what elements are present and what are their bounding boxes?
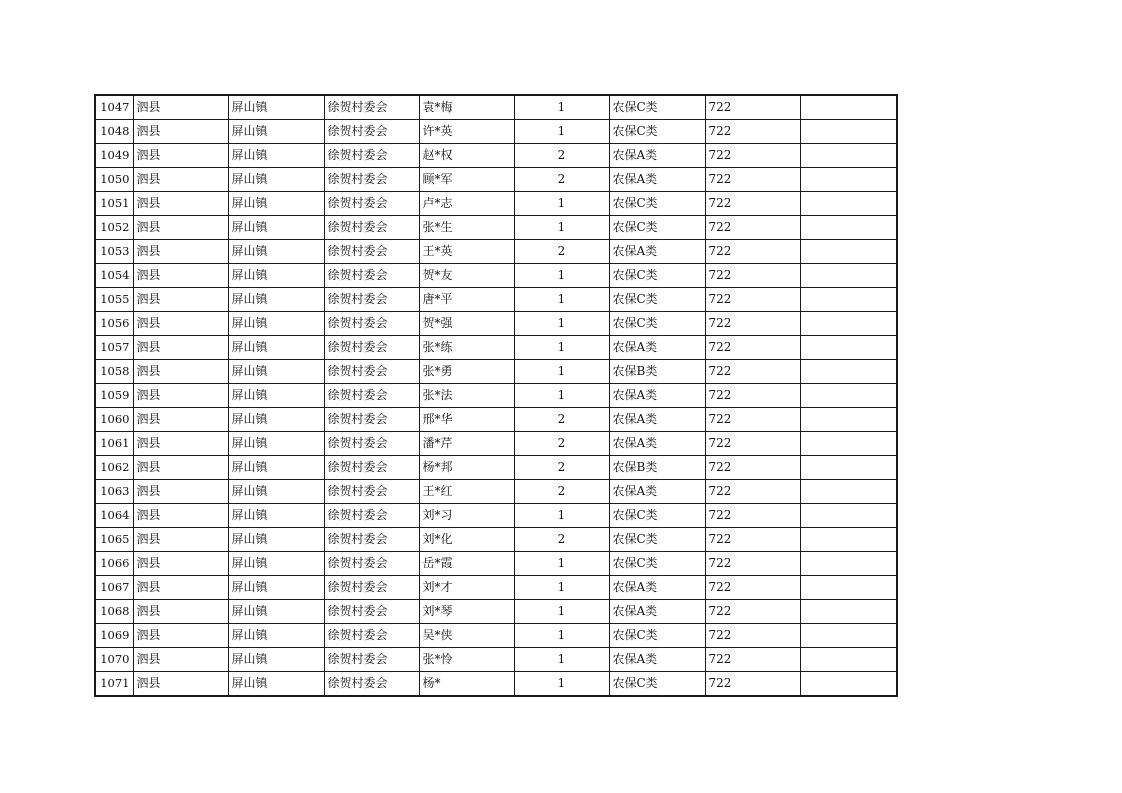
village-committee-cell: 徐贺村委会 <box>324 672 419 697</box>
insurance-type-cell: 农保C类 <box>609 672 705 697</box>
person-name-cell: 许*英 <box>419 120 514 144</box>
household-count-cell: 1 <box>514 288 609 312</box>
table-row <box>95 360 897 384</box>
town-cell: 屏山镇 <box>228 456 324 480</box>
remark-cell <box>800 384 897 408</box>
remark-cell <box>800 576 897 600</box>
serial-number-cell: 1052 <box>95 216 133 240</box>
remark-cell <box>800 672 897 697</box>
amount-cell: 722 <box>705 456 800 480</box>
table-row <box>95 432 897 456</box>
county-cell: 泗县 <box>133 192 228 216</box>
village-committee-cell: 徐贺村委会 <box>324 480 419 504</box>
remark-cell <box>800 552 897 576</box>
town-cell: 屏山镇 <box>228 168 324 192</box>
county-cell: 泗县 <box>133 384 228 408</box>
amount-cell: 722 <box>705 360 800 384</box>
amount-cell: 722 <box>705 528 800 552</box>
roster-table-body <box>95 95 897 696</box>
household-count-cell: 1 <box>514 672 609 697</box>
county-cell: 泗县 <box>133 360 228 384</box>
insurance-type-cell: 农保C类 <box>609 288 705 312</box>
table-row <box>95 672 897 697</box>
town-cell: 屏山镇 <box>228 336 324 360</box>
serial-number-cell: 1070 <box>95 648 133 672</box>
amount-cell: 722 <box>705 480 800 504</box>
amount-cell: 722 <box>705 120 800 144</box>
insurance-type-cell: 农保A类 <box>609 168 705 192</box>
table-row <box>95 504 897 528</box>
insurance-type-cell: 农保A类 <box>609 408 705 432</box>
county-cell: 泗县 <box>133 672 228 697</box>
town-cell: 屏山镇 <box>228 408 324 432</box>
county-cell: 泗县 <box>133 432 228 456</box>
serial-number-cell: 1055 <box>95 288 133 312</box>
household-count-cell: 1 <box>514 216 609 240</box>
village-committee-cell: 徐贺村委会 <box>324 168 419 192</box>
county-cell: 泗县 <box>133 336 228 360</box>
serial-number-cell: 1068 <box>95 600 133 624</box>
household-count-cell: 1 <box>514 648 609 672</box>
town-cell: 屏山镇 <box>228 648 324 672</box>
serial-number-cell: 1047 <box>95 95 133 120</box>
county-cell: 泗县 <box>133 648 228 672</box>
county-cell: 泗县 <box>133 168 228 192</box>
village-committee-cell: 徐贺村委会 <box>324 576 419 600</box>
town-cell: 屏山镇 <box>228 95 324 120</box>
village-committee-cell: 徐贺村委会 <box>324 144 419 168</box>
insurance-type-cell: 农保C类 <box>609 216 705 240</box>
serial-number-cell: 1048 <box>95 120 133 144</box>
serial-number-cell: 1051 <box>95 192 133 216</box>
person-name-cell: 贺*友 <box>419 264 514 288</box>
insurance-type-cell: 农保A类 <box>609 432 705 456</box>
table-row <box>95 95 897 120</box>
serial-number-cell: 1069 <box>95 624 133 648</box>
county-cell: 泗县 <box>133 95 228 120</box>
village-committee-cell: 徐贺村委会 <box>324 648 419 672</box>
county-cell: 泗县 <box>133 624 228 648</box>
insurance-type-cell: 农保C类 <box>609 120 705 144</box>
serial-number-cell: 1062 <box>95 456 133 480</box>
town-cell: 屏山镇 <box>228 192 324 216</box>
village-committee-cell: 徐贺村委会 <box>324 336 419 360</box>
village-committee-cell: 徐贺村委会 <box>324 264 419 288</box>
village-committee-cell: 徐贺村委会 <box>324 288 419 312</box>
household-count-cell: 1 <box>514 600 609 624</box>
remark-cell <box>800 95 897 120</box>
insurance-type-cell: 农保A类 <box>609 576 705 600</box>
town-cell: 屏山镇 <box>228 288 324 312</box>
remark-cell <box>800 168 897 192</box>
remark-cell <box>800 528 897 552</box>
household-count-cell: 2 <box>514 168 609 192</box>
amount-cell: 722 <box>705 288 800 312</box>
remark-cell <box>800 600 897 624</box>
table-row <box>95 216 897 240</box>
amount-cell: 722 <box>705 216 800 240</box>
town-cell: 屏山镇 <box>228 312 324 336</box>
table-row <box>95 480 897 504</box>
serial-number-cell: 1058 <box>95 360 133 384</box>
remark-cell <box>800 504 897 528</box>
remark-cell <box>800 312 897 336</box>
person-name-cell: 王*英 <box>419 240 514 264</box>
county-cell: 泗县 <box>133 600 228 624</box>
household-count-cell: 1 <box>514 336 609 360</box>
person-name-cell: 张*怜 <box>419 648 514 672</box>
village-committee-cell: 徐贺村委会 <box>324 552 419 576</box>
table-row <box>95 648 897 672</box>
amount-cell: 722 <box>705 408 800 432</box>
village-committee-cell: 徐贺村委会 <box>324 240 419 264</box>
person-name-cell: 袁*梅 <box>419 95 514 120</box>
remark-cell <box>800 480 897 504</box>
household-count-cell: 2 <box>514 480 609 504</box>
household-count-cell: 1 <box>514 264 609 288</box>
amount-cell: 722 <box>705 600 800 624</box>
town-cell: 屏山镇 <box>228 624 324 648</box>
remark-cell <box>800 240 897 264</box>
insurance-type-cell: 农保B类 <box>609 360 705 384</box>
remark-cell <box>800 192 897 216</box>
table-row <box>95 144 897 168</box>
village-committee-cell: 徐贺村委会 <box>324 312 419 336</box>
county-cell: 泗县 <box>133 408 228 432</box>
remark-cell <box>800 360 897 384</box>
insurance-type-cell: 农保A类 <box>609 144 705 168</box>
insurance-type-cell: 农保C类 <box>609 312 705 336</box>
table-row <box>95 264 897 288</box>
serial-number-cell: 1067 <box>95 576 133 600</box>
person-name-cell: 赵*权 <box>419 144 514 168</box>
village-committee-cell: 徐贺村委会 <box>324 216 419 240</box>
remark-cell <box>800 336 897 360</box>
amount-cell: 722 <box>705 312 800 336</box>
amount-cell: 722 <box>705 624 800 648</box>
amount-cell: 722 <box>705 672 800 697</box>
serial-number-cell: 1057 <box>95 336 133 360</box>
village-committee-cell: 徐贺村委会 <box>324 432 419 456</box>
county-cell: 泗县 <box>133 456 228 480</box>
household-count-cell: 1 <box>514 384 609 408</box>
table-row <box>95 288 897 312</box>
household-count-cell: 2 <box>514 528 609 552</box>
village-committee-cell: 徐贺村委会 <box>324 504 419 528</box>
insurance-type-cell: 农保A类 <box>609 336 705 360</box>
person-name-cell: 张*练 <box>419 336 514 360</box>
town-cell: 屏山镇 <box>228 672 324 697</box>
person-name-cell: 潘*芹 <box>419 432 514 456</box>
serial-number-cell: 1049 <box>95 144 133 168</box>
table-row <box>95 600 897 624</box>
serial-number-cell: 1061 <box>95 432 133 456</box>
table-row <box>95 552 897 576</box>
amount-cell: 722 <box>705 264 800 288</box>
amount-cell: 722 <box>705 168 800 192</box>
remark-cell <box>800 144 897 168</box>
insurance-type-cell: 农保C类 <box>609 624 705 648</box>
town-cell: 屏山镇 <box>228 240 324 264</box>
household-count-cell: 1 <box>514 552 609 576</box>
serial-number-cell: 1071 <box>95 672 133 697</box>
town-cell: 屏山镇 <box>228 528 324 552</box>
amount-cell: 722 <box>705 648 800 672</box>
person-name-cell: 张*生 <box>419 216 514 240</box>
household-count-cell: 2 <box>514 408 609 432</box>
amount-cell: 722 <box>705 336 800 360</box>
insurance-type-cell: 农保C类 <box>609 264 705 288</box>
table-row <box>95 576 897 600</box>
remark-cell <box>800 216 897 240</box>
village-committee-cell: 徐贺村委会 <box>324 384 419 408</box>
person-name-cell: 吴*侠 <box>419 624 514 648</box>
person-name-cell: 刘*习 <box>419 504 514 528</box>
person-name-cell: 唐*平 <box>419 288 514 312</box>
person-name-cell: 张*勇 <box>419 360 514 384</box>
person-name-cell: 岳*霞 <box>419 552 514 576</box>
town-cell: 屏山镇 <box>228 480 324 504</box>
county-cell: 泗县 <box>133 240 228 264</box>
table-row <box>95 528 897 552</box>
amount-cell: 722 <box>705 552 800 576</box>
village-committee-cell: 徐贺村委会 <box>324 408 419 432</box>
county-cell: 泗县 <box>133 552 228 576</box>
person-name-cell: 刘*才 <box>419 576 514 600</box>
person-name-cell: 贺*强 <box>419 312 514 336</box>
person-name-cell: 刘*化 <box>419 528 514 552</box>
remark-cell <box>800 648 897 672</box>
insurance-type-cell: 农保C类 <box>609 192 705 216</box>
household-count-cell: 1 <box>514 576 609 600</box>
village-committee-cell: 徐贺村委会 <box>324 192 419 216</box>
remark-cell <box>800 288 897 312</box>
household-count-cell: 1 <box>514 312 609 336</box>
serial-number-cell: 1060 <box>95 408 133 432</box>
insurance-type-cell: 农保C类 <box>609 504 705 528</box>
table-row <box>95 408 897 432</box>
insurance-type-cell: 农保A类 <box>609 384 705 408</box>
town-cell: 屏山镇 <box>228 144 324 168</box>
remark-cell <box>800 624 897 648</box>
insurance-type-cell: 农保A类 <box>609 648 705 672</box>
town-cell: 屏山镇 <box>228 576 324 600</box>
serial-number-cell: 1054 <box>95 264 133 288</box>
table-row <box>95 240 897 264</box>
county-cell: 泗县 <box>133 504 228 528</box>
table-row <box>95 624 897 648</box>
table-row <box>95 336 897 360</box>
serial-number-cell: 1059 <box>95 384 133 408</box>
county-cell: 泗县 <box>133 576 228 600</box>
person-name-cell: 杨*邦 <box>419 456 514 480</box>
county-cell: 泗县 <box>133 120 228 144</box>
remark-cell <box>800 432 897 456</box>
county-cell: 泗县 <box>133 288 228 312</box>
serial-number-cell: 1050 <box>95 168 133 192</box>
town-cell: 屏山镇 <box>228 504 324 528</box>
village-committee-cell: 徐贺村委会 <box>324 120 419 144</box>
amount-cell: 722 <box>705 576 800 600</box>
table-row <box>95 192 897 216</box>
household-count-cell: 2 <box>514 456 609 480</box>
household-count-cell: 1 <box>514 120 609 144</box>
serial-number-cell: 1065 <box>95 528 133 552</box>
town-cell: 屏山镇 <box>228 552 324 576</box>
roster-table <box>94 94 898 697</box>
insurance-type-cell: 农保A类 <box>609 480 705 504</box>
county-cell: 泗县 <box>133 264 228 288</box>
household-count-cell: 1 <box>514 95 609 120</box>
town-cell: 屏山镇 <box>228 264 324 288</box>
serial-number-cell: 1063 <box>95 480 133 504</box>
amount-cell: 722 <box>705 504 800 528</box>
amount-cell: 722 <box>705 240 800 264</box>
county-cell: 泗县 <box>133 528 228 552</box>
person-name-cell: 卢*志 <box>419 192 514 216</box>
village-committee-cell: 徐贺村委会 <box>324 360 419 384</box>
person-name-cell: 顾*军 <box>419 168 514 192</box>
household-count-cell: 2 <box>514 432 609 456</box>
insurance-type-cell: 农保C类 <box>609 95 705 120</box>
town-cell: 屏山镇 <box>228 360 324 384</box>
remark-cell <box>800 264 897 288</box>
household-count-cell: 2 <box>514 144 609 168</box>
insurance-type-cell: 农保A类 <box>609 600 705 624</box>
household-count-cell: 1 <box>514 624 609 648</box>
table-row <box>95 456 897 480</box>
insurance-type-cell: 农保C类 <box>609 528 705 552</box>
household-count-cell: 1 <box>514 504 609 528</box>
village-committee-cell: 徐贺村委会 <box>324 624 419 648</box>
household-count-cell: 2 <box>514 240 609 264</box>
town-cell: 屏山镇 <box>228 120 324 144</box>
amount-cell: 722 <box>705 432 800 456</box>
insurance-type-cell: 农保B类 <box>609 456 705 480</box>
person-name-cell: 王*红 <box>419 480 514 504</box>
table-row <box>95 384 897 408</box>
county-cell: 泗县 <box>133 144 228 168</box>
town-cell: 屏山镇 <box>228 216 324 240</box>
table-row <box>95 120 897 144</box>
county-cell: 泗县 <box>133 312 228 336</box>
insurance-type-cell: 农保C类 <box>609 552 705 576</box>
village-committee-cell: 徐贺村委会 <box>324 456 419 480</box>
serial-number-cell: 1056 <box>95 312 133 336</box>
table-row <box>95 168 897 192</box>
amount-cell: 722 <box>705 384 800 408</box>
household-count-cell: 1 <box>514 192 609 216</box>
remark-cell <box>800 120 897 144</box>
remark-cell <box>800 408 897 432</box>
person-name-cell: 邢*华 <box>419 408 514 432</box>
county-cell: 泗县 <box>133 480 228 504</box>
remark-cell <box>800 456 897 480</box>
amount-cell: 722 <box>705 144 800 168</box>
town-cell: 屏山镇 <box>228 384 324 408</box>
county-cell: 泗县 <box>133 216 228 240</box>
serial-number-cell: 1064 <box>95 504 133 528</box>
person-name-cell: 杨* <box>419 672 514 697</box>
insurance-type-cell: 农保A类 <box>609 240 705 264</box>
table-row <box>95 312 897 336</box>
amount-cell: 722 <box>705 95 800 120</box>
village-committee-cell: 徐贺村委会 <box>324 528 419 552</box>
person-name-cell: 刘*琴 <box>419 600 514 624</box>
serial-number-cell: 1066 <box>95 552 133 576</box>
town-cell: 屏山镇 <box>228 600 324 624</box>
amount-cell: 722 <box>705 192 800 216</box>
village-committee-cell: 徐贺村委会 <box>324 95 419 120</box>
household-count-cell: 1 <box>514 360 609 384</box>
person-name-cell: 张*法 <box>419 384 514 408</box>
town-cell: 屏山镇 <box>228 432 324 456</box>
village-committee-cell: 徐贺村委会 <box>324 600 419 624</box>
serial-number-cell: 1053 <box>95 240 133 264</box>
